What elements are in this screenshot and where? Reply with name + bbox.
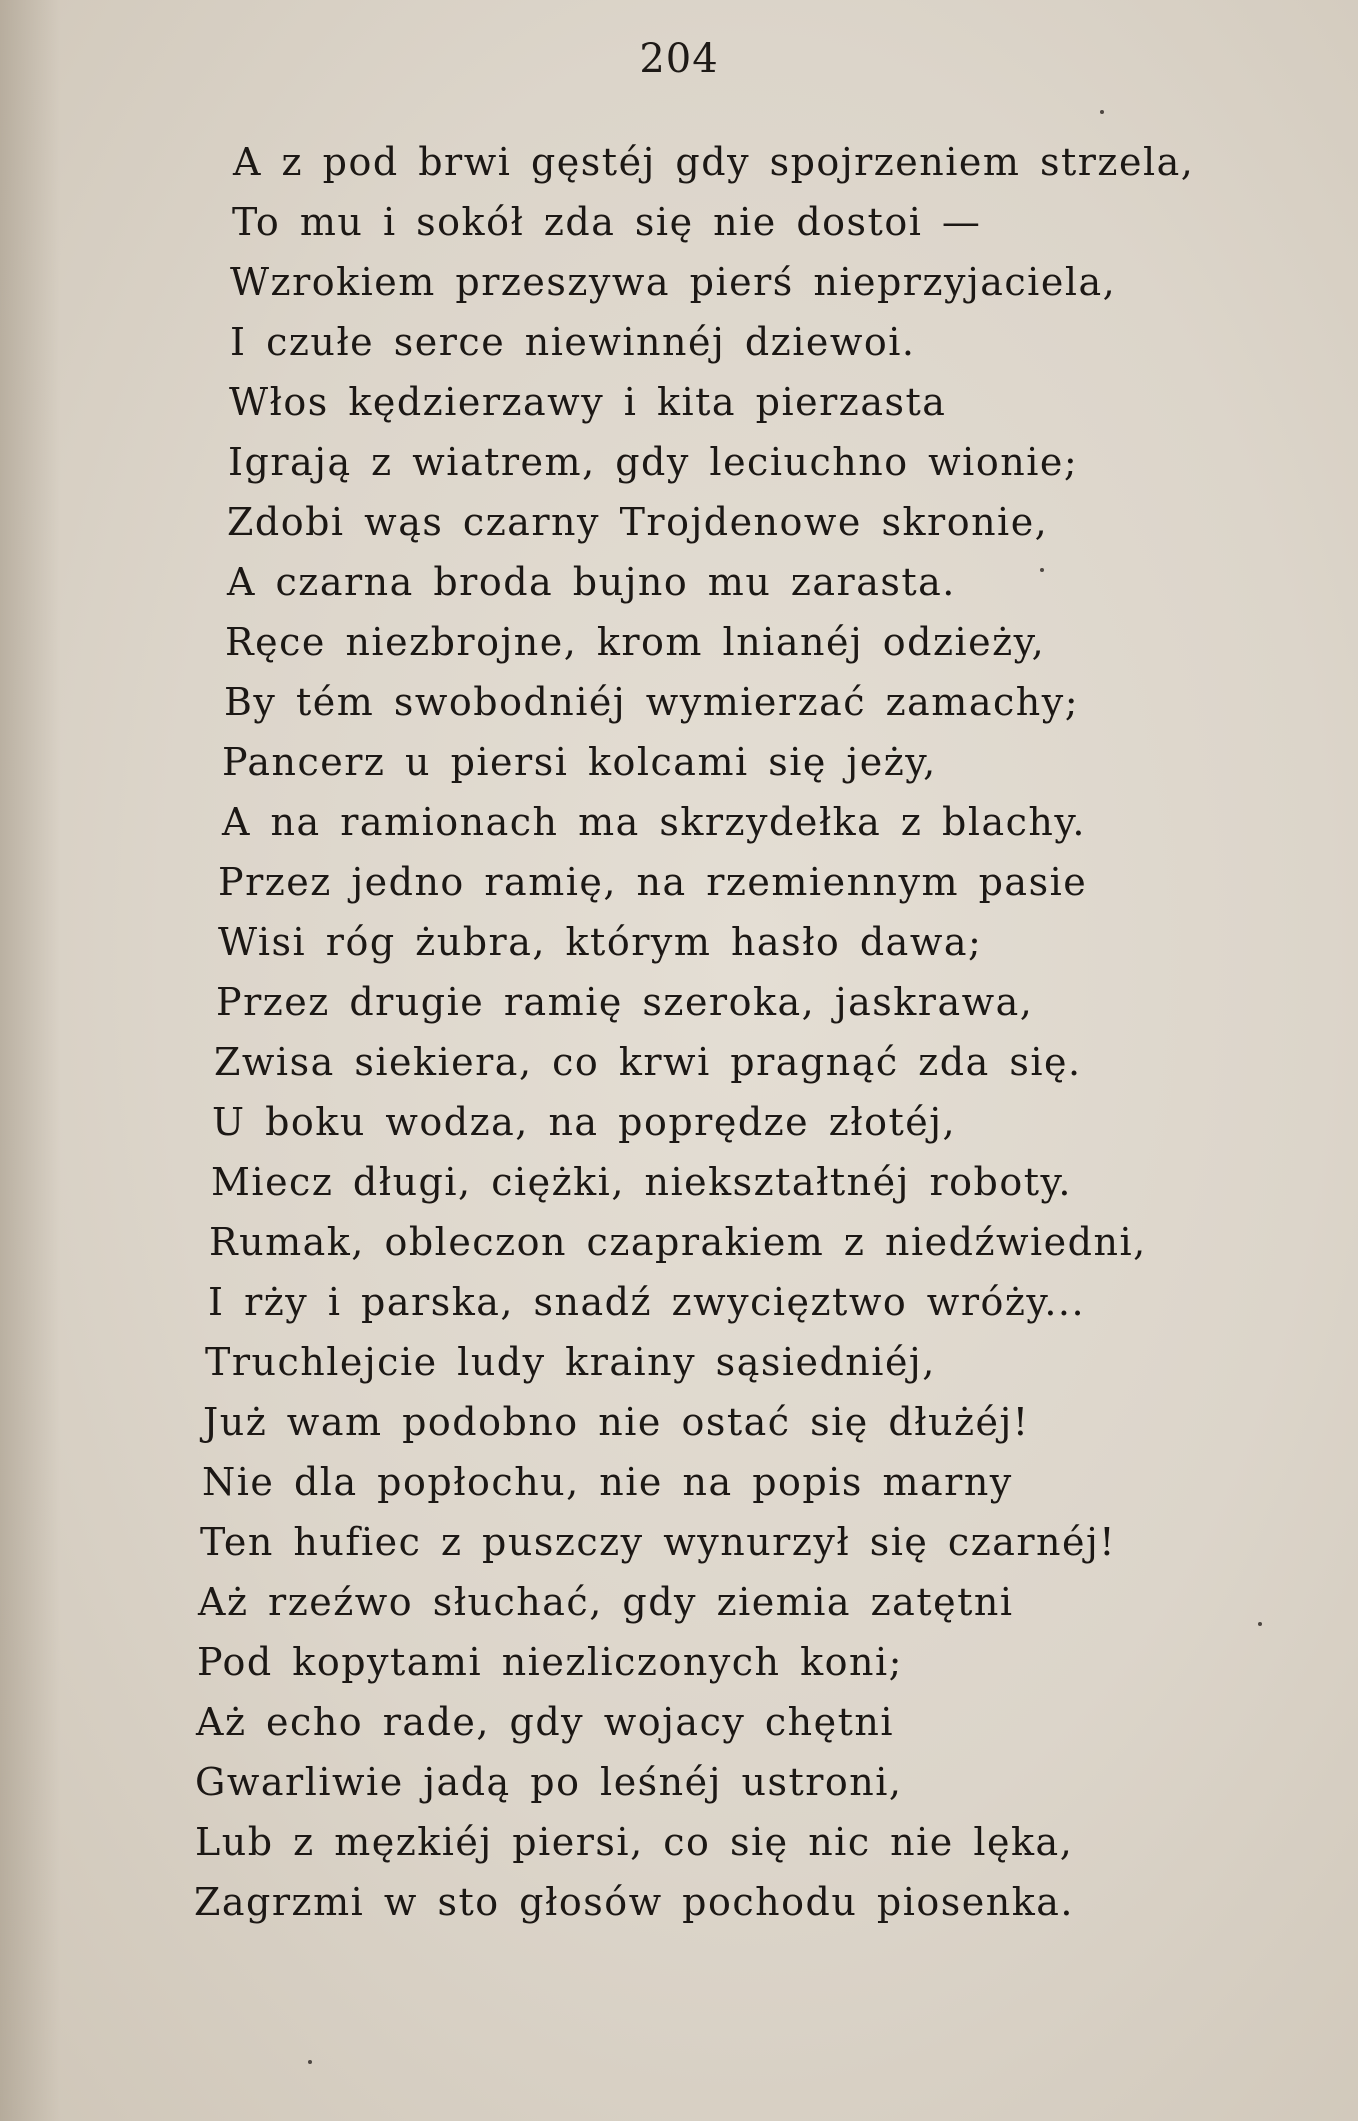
page-number: 204 — [639, 36, 719, 82]
verse-line: Rumak, obleczon czaprakiem z niedźwiedni, — [209, 1220, 1147, 1264]
verse-line: Aż rzeźwo słuchać, gdy ziemia zatętni — [198, 1580, 1014, 1624]
verse-line: A czarna broda bujno mu zarasta. — [227, 560, 956, 604]
verse-line: Nie dla popłochu, nie na popis marny — [202, 1460, 1013, 1504]
verse-line: By tém swobodniéj wymierzać zamachy; — [224, 680, 1080, 724]
verse-line: Lub z męzkiéj piersi, co się nic nie lęka, — [195, 1820, 1074, 1864]
verse-line: Ten hufiec z puszczy wynurzył się czarnéj! — [200, 1520, 1117, 1564]
paper-speck — [1100, 110, 1104, 114]
verse-line: Pod kopytami niezliczonych koni; — [197, 1640, 903, 1684]
verse-line: Zagrzmi w sto głosów pochodu piosenka. — [194, 1880, 1074, 1924]
verse-line: Zwisa siekiera, co krwi pragnąć zda się. — [214, 1040, 1082, 1084]
verse-line: Igrają z wiatrem, gdy leciuchno wionie; — [228, 440, 1079, 484]
verse-line: A na ramionach ma skrzydełka z blachy. — [222, 800, 1086, 844]
paper-speck — [1040, 568, 1044, 572]
verse-line: Wisi róg żubra, którym hasło dawa; — [218, 920, 983, 964]
verse-line: Wzrokiem przeszywa pierś nieprzyjaciela, — [230, 260, 1117, 304]
verse-line: Przez jedno ramię, na rzemiennym pasie — [218, 860, 1088, 904]
verse-line: Już wam podobno nie ostać się dłużéj! — [203, 1400, 1030, 1444]
verse-line: Zdobi wąs czarny Trojdenowe skronie, — [227, 500, 1049, 544]
verse-line: Miecz długi, ciężki, niekształtnéj roboty. — [211, 1160, 1072, 1204]
verse-line: I czułe serce niewinnéj dziewoi. — [230, 320, 916, 364]
verse-line: Przez drugie ramię szeroka, jaskrawa, — [216, 980, 1034, 1024]
paper-speck — [308, 2060, 312, 2064]
verse-line: Ręce niezbrojne, krom lnianéj odzieży, — [225, 620, 1046, 664]
verse-line: Truchlejcie ludy krainy sąsiedniéj, — [205, 1340, 936, 1384]
verse-line: Gwarliwie jadą po leśnéj ustroni, — [195, 1760, 903, 1804]
verse-line: To mu i sokół zda się nie dostoi — — [232, 200, 982, 244]
verse-line: U boku wodza, na poprędze złotéj, — [212, 1100, 957, 1144]
verse-line: I rży i parska, snadź zwycięztwo wróży... — [208, 1280, 1086, 1324]
paper-speck — [1258, 1622, 1262, 1626]
verse-line: Aż echo rade, gdy wojacy chętni — [196, 1700, 895, 1744]
verse-line: A z pod brwi gęstéj gdy spojrzeniem strzela, — [233, 140, 1195, 184]
verse-line: Pancerz u piersi kolcami się jeży, — [222, 740, 937, 784]
verse-line: Włos kędzierzawy i kita pierzasta — [229, 380, 947, 424]
